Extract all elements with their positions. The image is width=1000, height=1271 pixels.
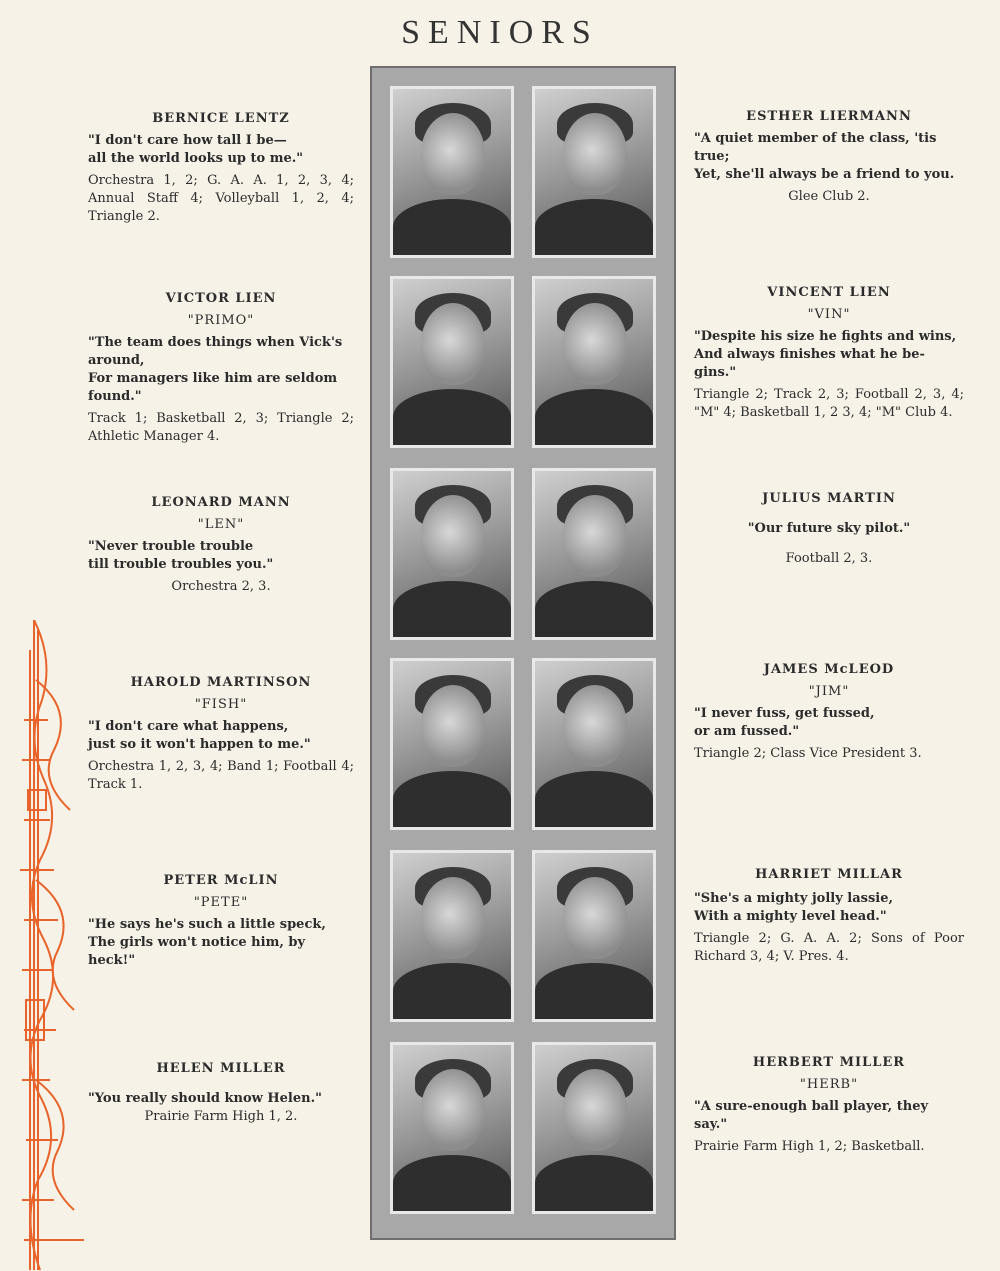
senior-name: JAMES McLEOD (763, 662, 895, 677)
senior-name: ESTHER LIERMANN (746, 109, 912, 124)
page-title: SENIORS (401, 14, 599, 51)
senior-activities: Prairie Farm High 1, 2; Basketball. (694, 1139, 925, 1154)
senior-name: HAROLD MARTINSON (130, 675, 312, 690)
senior-quote: "I never fuss, get fussed, or am fussed." (694, 706, 875, 739)
senior-name: HARRIET MILLAR (755, 867, 903, 882)
photo-strip (370, 66, 676, 1240)
senior-quote: "He says he's such a little speck, The girls won't notice him, by heck!" (88, 917, 326, 968)
portrait-peter-mclin (390, 850, 514, 1022)
senior-activities: Glee Club 2. (788, 189, 870, 204)
senior-name: LEONARD MANN (151, 495, 291, 510)
senior-quote: "You really should know Helen." (88, 1091, 322, 1106)
senior-nickname: "PETE" (193, 895, 249, 910)
senior-name: JULIUS MARTIN (762, 491, 896, 506)
portrait-leonard-mann (390, 468, 514, 640)
senior-name: VINCENT LIEN (767, 285, 891, 300)
decorative-border-ornament (14, 620, 94, 1270)
senior-bio-leonard-mann (88, 494, 354, 596)
senior-quote: "Never trouble trouble till trouble troubles you." (88, 539, 274, 572)
senior-activities: Triangle 2; Class Vice President 3. (694, 746, 922, 761)
senior-bio-helen-miller (88, 1060, 354, 1126)
senior-bio-peter-mclin (88, 872, 354, 970)
senior-bio-herbert-miller (694, 1054, 964, 1156)
senior-nickname: "FISH" (194, 697, 248, 712)
senior-activities: Orchestra 1, 2, 3, 4; Band 1; Football 4; Track 1. (88, 759, 354, 792)
portrait-harriet-millar (532, 850, 656, 1022)
senior-activities: Prairie Farm High 1, 2. (144, 1109, 298, 1124)
portrait-helen-miller (390, 1042, 514, 1214)
senior-bio-julius-martin (694, 490, 964, 568)
senior-bio-harold-martinson (88, 674, 354, 794)
senior-bio-james-mcleod (694, 661, 964, 763)
senior-activities: Orchestra 1, 2; G. A. A. 1, 2, 3, 4; Annual Staff 4; Volleyball 1, 2, 4; Triangle 2. (88, 173, 354, 224)
senior-nickname: "HERB" (799, 1077, 859, 1092)
senior-bio-bernice-lentz (88, 110, 354, 226)
senior-quote: "The team does things when Vick's around, For managers like him are seldom found." (88, 335, 343, 404)
senior-bio-harriet-millar (694, 866, 964, 966)
senior-nickname: "PRIMO" (187, 313, 255, 328)
senior-quote: "She's a mighty jolly lassie, With a mighty level head." (694, 891, 894, 924)
portrait-herbert-miller (532, 1042, 656, 1214)
senior-quote: "I don't care what happens, just so it won't happen to me." (88, 719, 311, 752)
senior-activities: Football 2, 3. (785, 551, 873, 566)
senior-nickname: "VIN" (807, 307, 851, 322)
portrait-harold-martinson (390, 658, 514, 830)
senior-quote: "I don't care how tall I be— all the world looks up to me." (88, 133, 304, 166)
senior-name: BERNICE LENTZ (152, 111, 290, 126)
senior-quote: "Our future sky pilot." (747, 521, 911, 536)
senior-activities: Triangle 2; G. A. A. 2; Sons of Poor Richard 3, 4; V. Pres. 4. (694, 931, 964, 964)
senior-activities: Triangle 2; Track 2, 3; Football 2, 3, 4; "M" 4; Basketball 1, 2 3, 4; "M" Club 4. (694, 387, 964, 420)
senior-quote: "Despite his size he fights and wins, And always finishes what he be- gins." (694, 329, 957, 380)
senior-name: HELEN MILLER (156, 1061, 286, 1076)
portrait-esther-liermann (532, 86, 656, 258)
senior-bio-victor-lien (88, 290, 354, 446)
senior-quote: "A sure-enough ball player, they say." (694, 1099, 929, 1132)
senior-bio-vincent-lien (694, 284, 964, 422)
portrait-vincent-lien (532, 276, 656, 448)
senior-name: PETER McLIN (163, 873, 279, 888)
senior-activities: Orchestra 2, 3. (171, 579, 271, 594)
senior-bio-esther-liermann (694, 108, 964, 206)
portrait-james-mcleod (532, 658, 656, 830)
senior-quote: "A quiet member of the class, 'tis true; Yet, she'll always be a friend to you. (694, 131, 955, 182)
senior-activities: Track 1; Basketball 2, 3; Triangle 2; Athletic Manager 4. (88, 411, 354, 444)
portrait-victor-lien (390, 276, 514, 448)
senior-name: HERBERT MILLER (752, 1055, 906, 1070)
senior-nickname: "JIM" (808, 684, 850, 699)
senior-name: VICTOR LIEN (165, 291, 277, 306)
portrait-bernice-lentz (390, 86, 514, 258)
portrait-julius-martin (532, 468, 656, 640)
senior-nickname: "LEN" (197, 517, 245, 532)
